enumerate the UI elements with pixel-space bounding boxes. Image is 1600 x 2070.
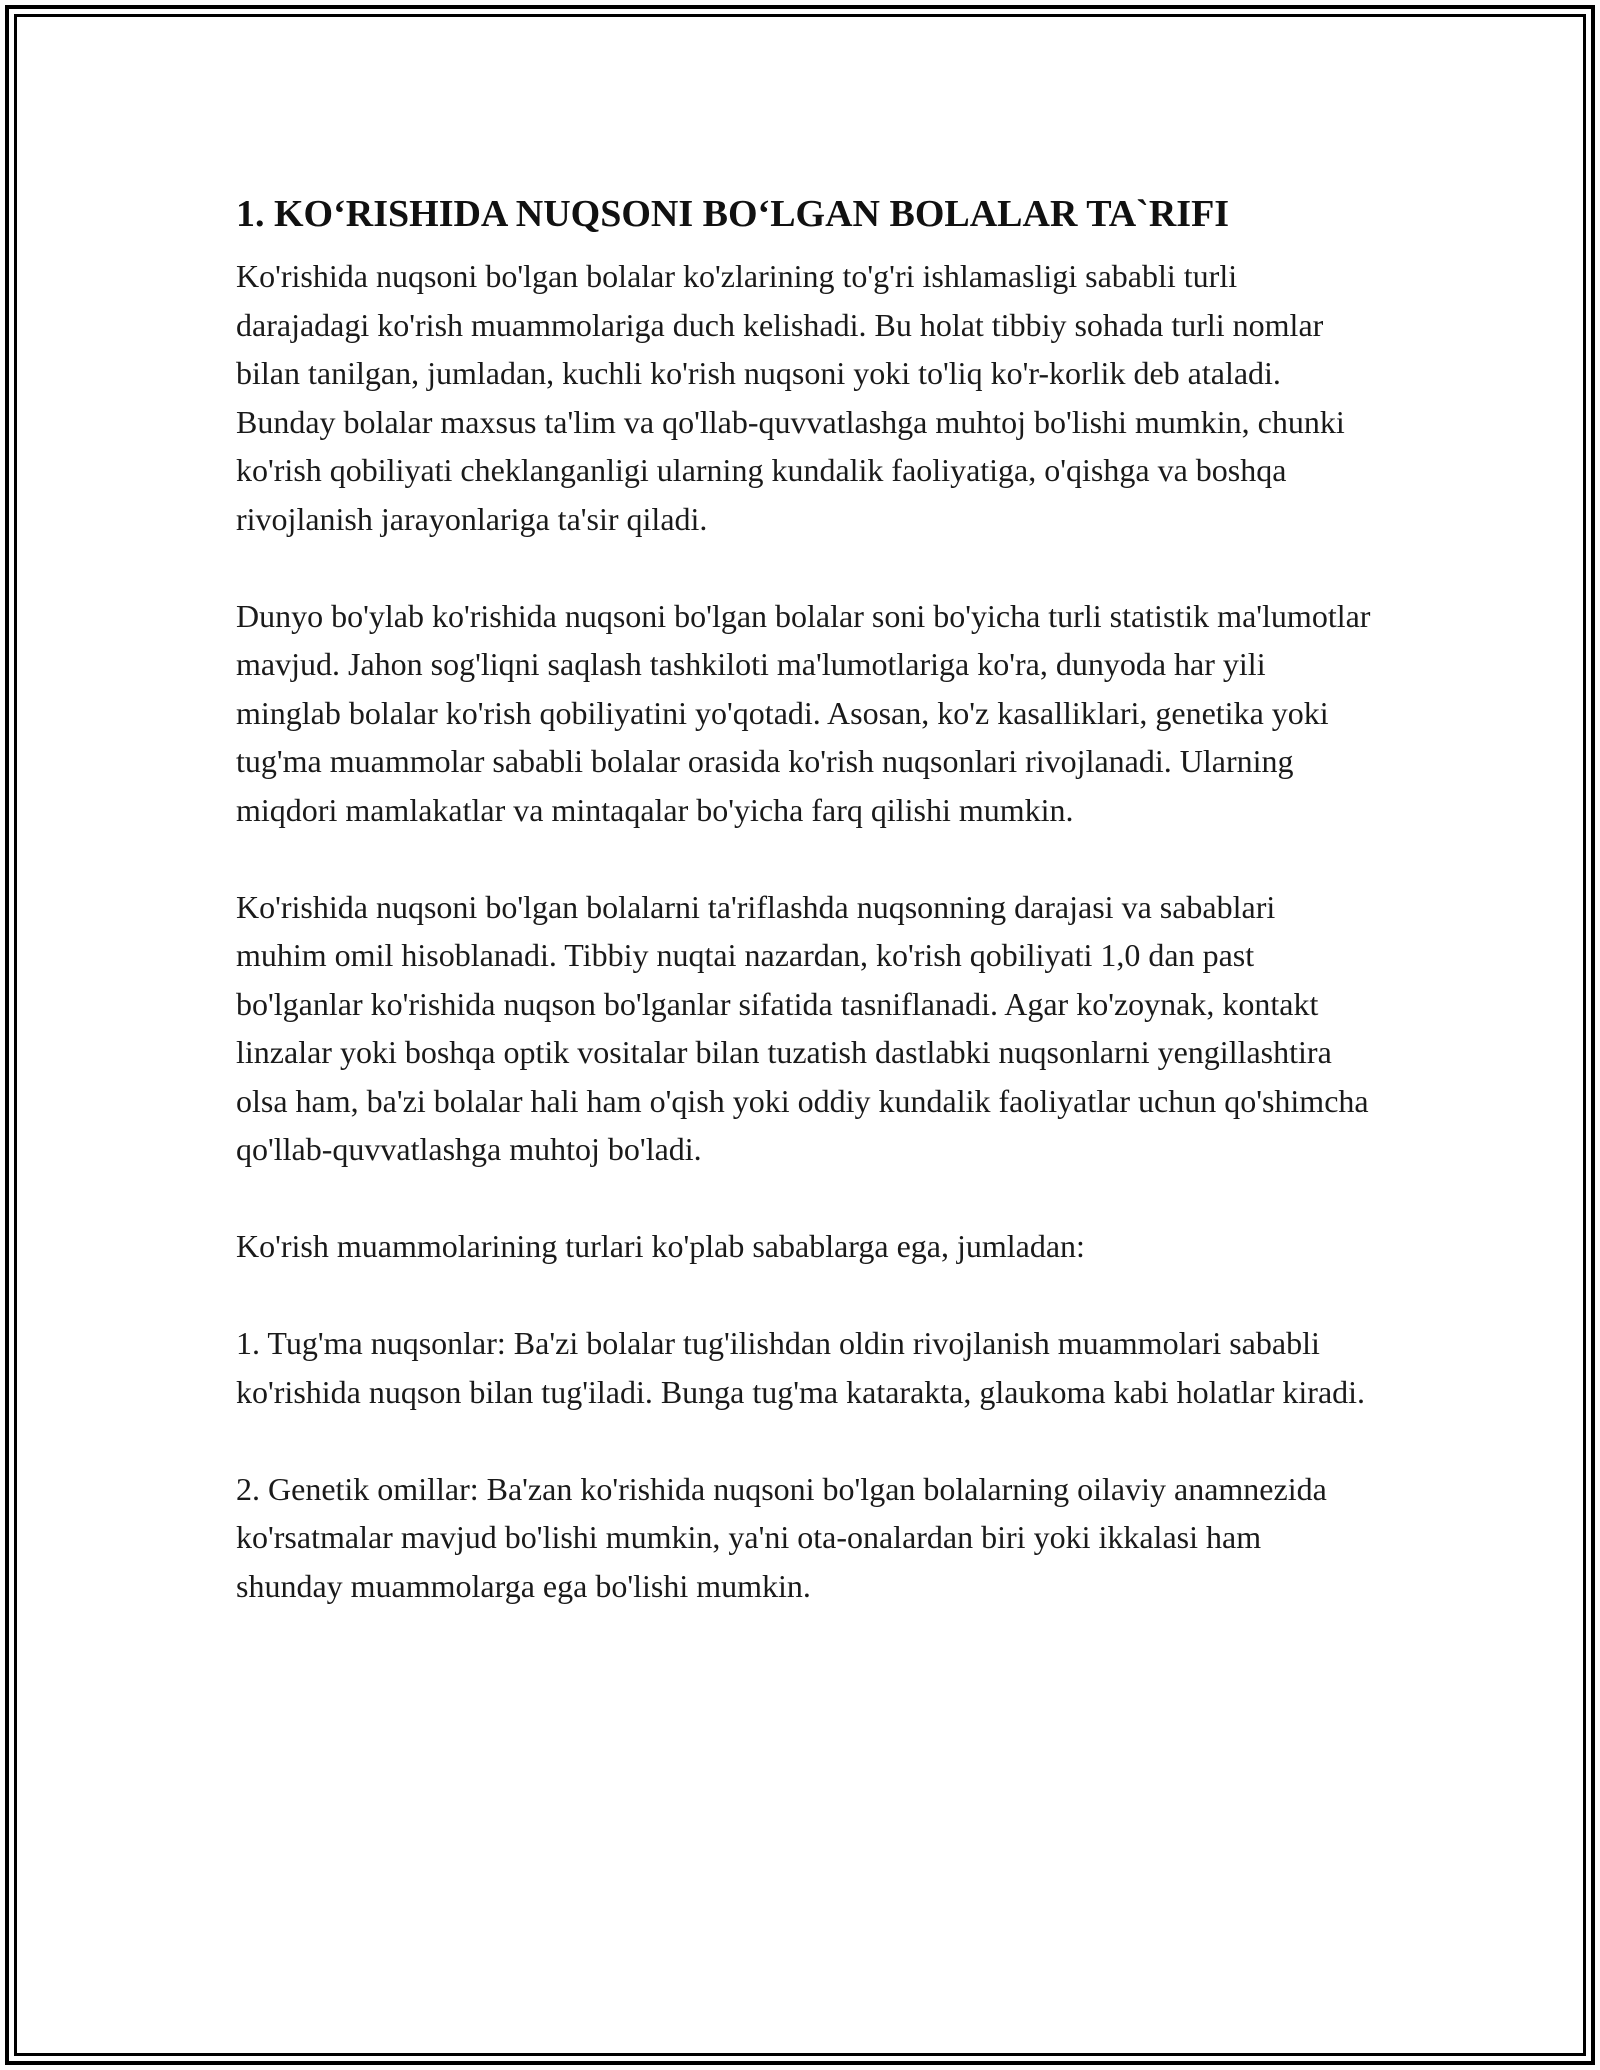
list-item-genetic: 2. Genetik omillar: Ba'zan ko'rishida nuqsoni bo'lgan bolalarning oilaviy anamnezida ko'rsatmalar mavjud bo'lishi mumkin, ya'ni ota-onalardan biri yoki ikkalasi ham shunday muammolarga ega bo'lishi mumkin.	[236, 1470, 1327, 1604]
paragraph-statistics: Dunyo bo'ylab ko'rishida nuqsoni bo'lgan bolalar soni bo'yicha turli statistik ma'lumotlar mavjud. Jahon sog'liqni saqlash tashkiloti ma'lumotlariga ko'ra, dunyoda har yili minglab bolalar ko'rish qobiliyatini yo'qotadi. Asosan, ko'z kasalliklari, genetika yoki tug'ma muammolar sababli bolalar orasida ko'rish nuqsonlari rivojlanadi. Ularning miqdori mamlakatlar va mintaqalar bo'yicha farq qilishi mumkin.	[236, 597, 1371, 828]
paragraph-definition: Ko'rishida nuqsoni bo'lgan bolalar ko'zlarining to'g'ri ishlamasligi sababli turli darajadagi ko'rish muammolariga duch kelishadi. Bu holat tibbiy sohada turli nomlar bilan tanilgan, jumladan, kuchli ko'rish nuqsoni yoki to'liq ko'r-korlik deb ataladi. Bunday bolalar maxsus ta'lim va qo'llab-quvvatlashga muhtoj bo'lishi mumkin, chunki ko'rish qobiliyati cheklanganligi ularning kundalik faoliyatiga, o'qishga va boshqa rivojlanish jarayonlariga ta'sir qiladi.	[236, 258, 1345, 537]
paragraph-classification: Ko'rishida nuqsoni bo'lgan bolalarni ta'riflashda nuqsonning darajasi va sabablari muhim omil hisoblanadi. Tibbiy nuqtai nazardan, ko'rish qobiliyati 1,0 dan past bo'lganlar ko'rishida nuqson bo'lganlar sifatida tasniflanadi. Agar ko'zoynak, kontakt linzalar yoki boshqa optik vositalar bilan tuzatish dastlabki nuqsonlarni yengillashtira olsa ham, ba'zi bolalar hali ham o'qish yoki oddiy kundalik faoliyatlar uchun qo'shimcha qo'llab-quvvatlashga muhtoj bo'ladi.	[236, 888, 1369, 1167]
list-item-congenital: 1. Tug'ma nuqsonlar: Ba'zi bolalar tug'ilishdan oldin rivojlanish muammolari sababli ko'rishida nuqson bilan tug'iladi. Bunga tug'ma katarakta, glaukoma kabi holatlar kiradi.	[236, 1325, 1366, 1410]
paragraph-causes-intro: Ko'rish muammolarining turlari ko'plab sabablarga ega, jumladan:	[236, 1228, 1085, 1264]
document-title: 1. KO‘RISHIDA NUQSONI BO‘LGAN BOLALAR TA`RIFI	[236, 193, 1230, 235]
document-body	[236, 188, 1371, 1610]
